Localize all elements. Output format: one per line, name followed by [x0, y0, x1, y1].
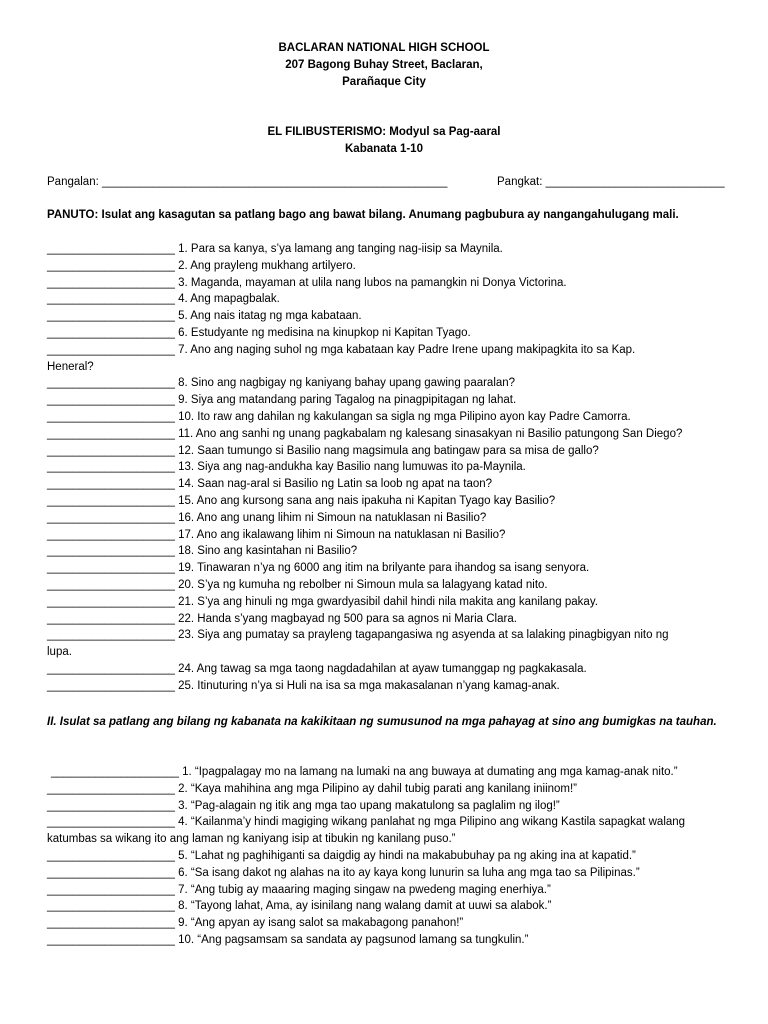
part2-line[interactable]: ____________________ 9. “Ang apyan ay isang salot sa makabagong panahon!”	[47, 917, 464, 930]
part1-line[interactable]: ____________________ 5. Ang nais itatag ng mga kabataan.	[47, 310, 362, 323]
part1-line[interactable]: ____________________ 14. Saan nag-aral si Basilio ng Latin sa loob ng apat na taon?	[47, 478, 493, 491]
part1-line[interactable]: ____________________ 24. Ang tawag sa mga taong nagdadahilan at ayaw tumanggap ng pagkakasala.	[47, 662, 587, 675]
part2-line[interactable]: ____________________ 5. “Lahat ng paghihiganti sa daigdig ay hindi na makabubuhay pa ng aking ina at kapatid.”	[47, 849, 636, 862]
school-city: Parañaque City	[342, 76, 426, 88]
part2-line[interactable]: ____________________ 6. “Sa isang dakot ng alahas na ito ay kaya kong lunurin sa luha ang mga tao sa Pilipinas.”	[47, 866, 640, 879]
instructions: PANUTO: Isulat ang kasagutan sa patlang bago ang bawat bilang. Anumang pagbubura ay nangangahulugang mali.	[47, 209, 679, 221]
module-chapters: Kabanata 1-10	[345, 143, 423, 155]
student-fields	[47, 174, 727, 191]
part1-line-continuation: lupa.	[47, 646, 72, 659]
part1-line[interactable]: ____________________ 10. Ito raw ang dahilan ng kakulangan sa sigla ng mga Pilipino ayon kay Padre Camorra.	[47, 410, 631, 423]
part1-list	[47, 241, 737, 695]
part1-line-continuation: Heneral?	[47, 360, 94, 373]
module-heading	[0, 124, 768, 158]
part1-line[interactable]: ____________________ 1. Para sa kanya, s’ya lamang ang tanging nag-iisip sa Maynila.	[47, 243, 503, 255]
part1-line[interactable]: ____________________ 6. Estudyante ng medisina na kinupkop ni Kapitan Tyago.	[47, 326, 471, 339]
school-street: 207 Bagong Buhay Street, Baclaran,	[285, 59, 483, 71]
part1-line[interactable]: ____________________ 17. Ano ang ikalawang lihim ni Simoun na natuklasan ni Basilio?	[47, 528, 506, 541]
part1-line[interactable]: ____________________ 25. Itinuturing n’ya si Huli na isa sa mga makasalanan n’yang kamag-anak.	[47, 679, 560, 692]
part1-line[interactable]: ____________________ 9. Siya ang matandang paring Tagalog na pinagpipitagan ng lahat.	[47, 394, 517, 407]
part2-line[interactable]: ____________________ 3. “Pag-alagain ng itik ang mga tao upang makatulong sa paglalim ng ilog!”	[47, 799, 560, 812]
school-header	[0, 40, 768, 91]
part1-line[interactable]: ____________________ 3. Maganda, mayaman at ulila nang lubos na pamangkin ni Donya Victorina.	[47, 276, 567, 289]
part2-line[interactable]: ____________________ 10. “Ang pagsamsam sa sandata ay pagsunod lamang sa tungkulin.”	[47, 933, 529, 946]
name-field[interactable]: Pangalan: ______________________________________________________	[47, 176, 448, 188]
part2-list	[47, 764, 737, 949]
part1-line[interactable]: ____________________ 4. Ang mapagbalak.	[47, 293, 280, 306]
part2-line[interactable]: ____________________ 8. “Tayong lahat, Ama, ay isinilang nang walang damit at uuwi sa alabok.”	[47, 900, 552, 913]
part1-line[interactable]: ____________________ 20. S’ya ng kumuha ng rebolber ni Simoun mula sa lalagyang katad nito.	[47, 578, 548, 591]
part1-line[interactable]: ____________________ 8. Sino ang nagbigay ng kaniyang bahay upang gawing paaralan?	[47, 377, 516, 390]
part1-line[interactable]: ____________________ 11. Ano ang sanhi ng unang pagkabalam ng kalesang sinasakyan ni Basilio patungong San Diego?	[47, 427, 683, 440]
part2-line[interactable]: ____________________ 1. “Ipagpalagay mo na lamang na lumaki na ang buwaya at dumating ang mga kamag-anak nito.”	[51, 766, 678, 778]
part2-line[interactable]: ____________________ 4. “Kailanma’y hindi magiging wikang panlahat ng mga Pilipino ang wikang Kastila sapagkat walang katumbas sa wikang ito ang laman ng kaniyang isip at tibukin ng kanilang puso.”	[47, 816, 686, 846]
module-title: EL FILIBUSTERISMO: Modyul sa Pag-aaral	[267, 126, 501, 138]
part2-instructions: II. Isulat sa patlang ang bilang ng kabanata na kakikitaan ng sumusunod na mga pahayag at sino ang bumigkas na tauhan.	[47, 716, 717, 728]
part2-line[interactable]: ____________________ 2. “Kaya mahihina ang mga Pilipino ay dahil tubig parati ang kanilang iniinom!”	[47, 782, 578, 795]
part2-line[interactable]: ____________________ 7. “Ang tubig ay maaaring maging singaw na pwedeng maging enerhiya.”	[47, 883, 551, 896]
part1-line[interactable]: ____________________ 21. S’ya ang hinuli ng mga gwardyasibil dahil hindi nila makita ang kanilang pakay.	[47, 595, 598, 608]
part1-line[interactable]: ____________________ 19. Tinawaran n’ya ng 6000 ang itim na brilyante para ihandog sa isang senyora.	[47, 562, 590, 575]
part1-line[interactable]: ____________________ 15. Ano ang kursong sana ang nais ipakuha ni Kapitan Tyago kay Basilio?	[47, 494, 556, 507]
part1-line[interactable]: ____________________ 2. Ang prayleng mukhang artilyero.	[47, 259, 356, 272]
part1-line[interactable]: ____________________ 22. Handa s’yang magbayad ng 500 para sa agnos ni Maria Clara.	[47, 612, 517, 625]
part1-line[interactable]: ____________________ 12. Saan tumungo si Basilio nang magsimula ang batingaw para sa misa de gallo?	[47, 444, 599, 457]
group-field[interactable]: Pangkat: ____________________________	[497, 176, 725, 188]
school-name: BACLARAN NATIONAL HIGH SCHOOL	[278, 42, 490, 54]
part1-line[interactable]: ____________________ 23. Siya ang pumatay sa prayleng tagapangasiwa ng asyenda at sa lalaking pinagbigyan nito ng	[47, 629, 669, 642]
part1-line[interactable]: ____________________ 18. Sino ang kasintahan ni Basilio?	[47, 545, 358, 558]
part1-line[interactable]: ____________________ 7. Ano ang naging suhol ng mga kabataan kay Padre Irene upang makipagkita ito sa Kap.	[47, 343, 636, 356]
part1-line[interactable]: ____________________ 13. Siya ang nag-andukha kay Basilio nang lumuwas ito pa-Maynila.	[47, 461, 526, 474]
part1-line[interactable]: ____________________ 16. Ano ang unang lihim ni Simoun na natuklasan ni Basilio?	[47, 511, 487, 524]
